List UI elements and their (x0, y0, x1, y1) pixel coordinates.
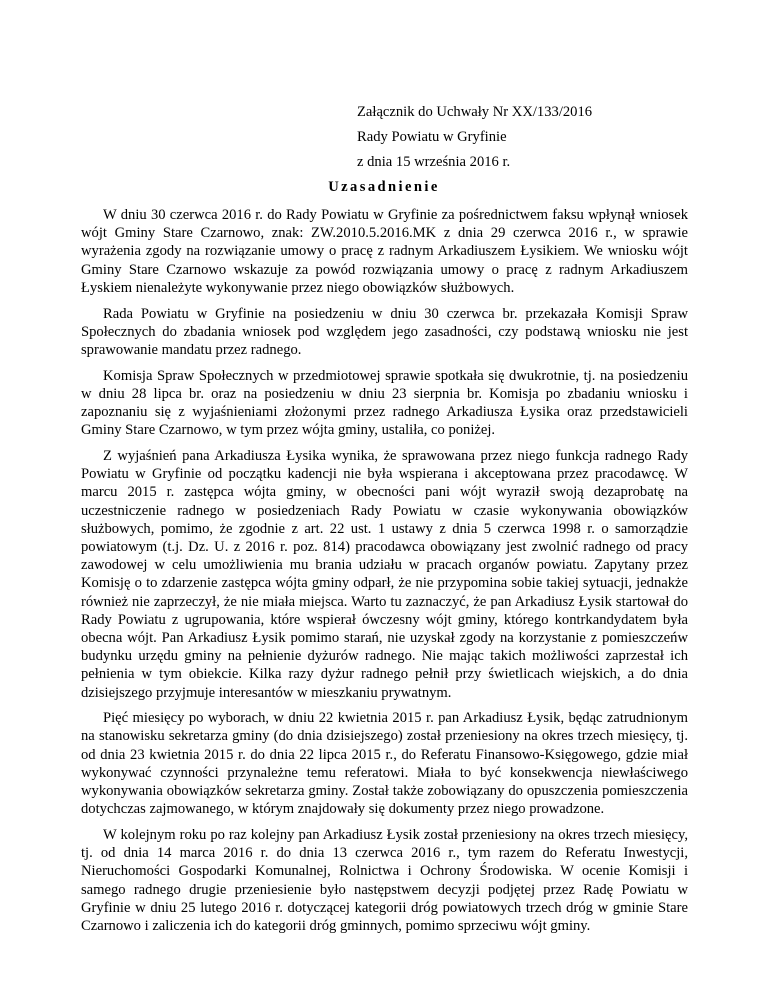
annex-title: Załącznik do Uchwały Nr XX/133/2016 (357, 104, 593, 120)
paragraph: Pięć miesięcy po wyborach, w dniu 22 kwietnia 2015 r. pan Arkadiusz Łysik, będąc zatrudnionym na stanowisku sekretarza gminy (do dnia dzisiejszego) został przeniesiony na okres trzech miesięcy, tj. od dnia 23 kwietnia 2015 r. do dnia 22 lipca 2015 r., do Referatu Finansowo-Księgowego, gdzie miał wykonywać czynności przynależne temu referatowi. Miała to być konsekwencja niewłaściwego wykonywania obowiązków sekretarza gminy. Został także zobowiązany do opuszczenia pomieszczenia dotychczas zajmowanego, w którym znajdowały się dokumenty przez niego prowadzone. (81, 710, 688, 818)
paragraph: W dniu 30 czerwca 2016 r. do Rady Powiatu w Gryfinie za pośrednictwem faksu wpłynął wniosek wójt Gminy Stare Czarnowo, znak: ZW.2010.5.2016.MK z dnia 29 czerwca 2016 r., w sprawie wyrażenia zgody na rozwiązanie umowy o pracę z radnym Arkadiuszem Łysikiem. We wniosku wójt Gminy Stare Czarnowo wskazuje za powód rozwiązania umowy o pracę z radnym Arkadiuszem Łyskiem nienależyte wykonywanie przez niego obowiązków służbowych. (81, 207, 688, 296)
document-heading: Uzasadnienie (328, 179, 440, 195)
document-body (81, 206, 688, 943)
annex-council: Rady Powiatu w Gryfinie (357, 129, 507, 145)
paragraph: Komisja Spraw Społecznych w przedmiotowej sprawie spotkała się dwukrotnie, tj. na posiedzeniu w dniu 28 lipca br. oraz na posiedzeniu w dniu 23 sierpnia br. Komisja po zbadaniu wniosku i zapoznaniu się z wyjaśnieniami złożonymi przez radnego Arkadiusza Łysika oraz przedstawicieli Gminy Stare Czarnowo, w tym przez wójta gminy, ustaliła, co poniżej. (81, 367, 688, 439)
paragraph: W kolejnym roku po raz kolejny pan Arkadiusz Łysik został przeniesiony na okres trzech miesięcy, tj. od dnia 14 marca 2016 r. do dnia 13 czerwca 2016 r., tym razem do Referatu Inwestycji, Nieruchomości Gospodarki Komunalnej, Rolnictwa i Ochrony Środowiska. W ocenie Komisji i samego radnego drugie przeniesienie było następstwem decyzji podjętej przez Radę Powiatu w Gryfinie w dniu 25 lutego 2016 r. dotyczącej kategorii dróg powiatowych trzech dróg w gminie Stare Czarnowo i zaliczenia ich do kategorii dróg gminnych, pomimo sprzeciwu wójt gminy. (81, 827, 688, 935)
annex-header (357, 100, 717, 175)
paragraph: Z wyjaśnień pana Arkadiusza Łysika wynika, że sprawowana przez niego funkcja radnego Rady Powiatu w Gryfinie od początku kadencji nie była wspierana i akceptowana przez pracodawcę. W marcu 2015 r. zastępca wójta gminy, w obecności pani wójt wyraził swoją dezaprobatę na uczestniczenie radnego w posiedzeniach Rady Powiatu w czasie wykonywania obowiązków służbowych, pomimo, że zgodnie z art. 22 ust. 1 ustawy z dnia 5 czerwca 1998 r. o samorządzie powiatowym (t.j. Dz. U. z 2016 r. poz. 814) pracodawca obowiązany jest zwolnić radnego od pracy zawodowej w celu umożliwienia mu brania udziału w pracach organów powiatu. Zapytany przez Komisję o to zdarzenie zastępca wójta gminy odparł, że nie przypomina sobie takiej sytuacji, jednakże również nie zaprzeczył, że nie miała miejsca. Warto tu zaznaczyć, że pan Arkadiusz Łysik startował do Rady Powiatu z ugrupowania, które wspierał ówczesny wójt gminy, którego kontrkandydatem była obecna wójt. Pan Arkadiusz Łysik pomimo starań, nie uzyskał zgody na korzystanie z pomieszczeńw budynku urzędu gminy na pełnienie dyżurów radnego. Nie mając takich możliwości zaprzestał ich pełnienia w tym obiekcie. Kilka razy dyżur radnego pełnił przy świetlicach wiejskich, a do dnia dzisiejszego przyjmuje interesantów w mieszkaniu prywatnym. (81, 447, 688, 701)
paragraph: Rada Powiatu w Gryfinie na posiedzeniu w dniu 30 czerwca br. przekazała Komisji Spraw Społecznych do zbadania wniosek pod względem jego zasadności, czy podstawą wniosku nie jest sprawowanie mandatu przez radnego. (81, 305, 688, 358)
annex-date: z dnia 15 września 2016 r. (357, 154, 511, 170)
